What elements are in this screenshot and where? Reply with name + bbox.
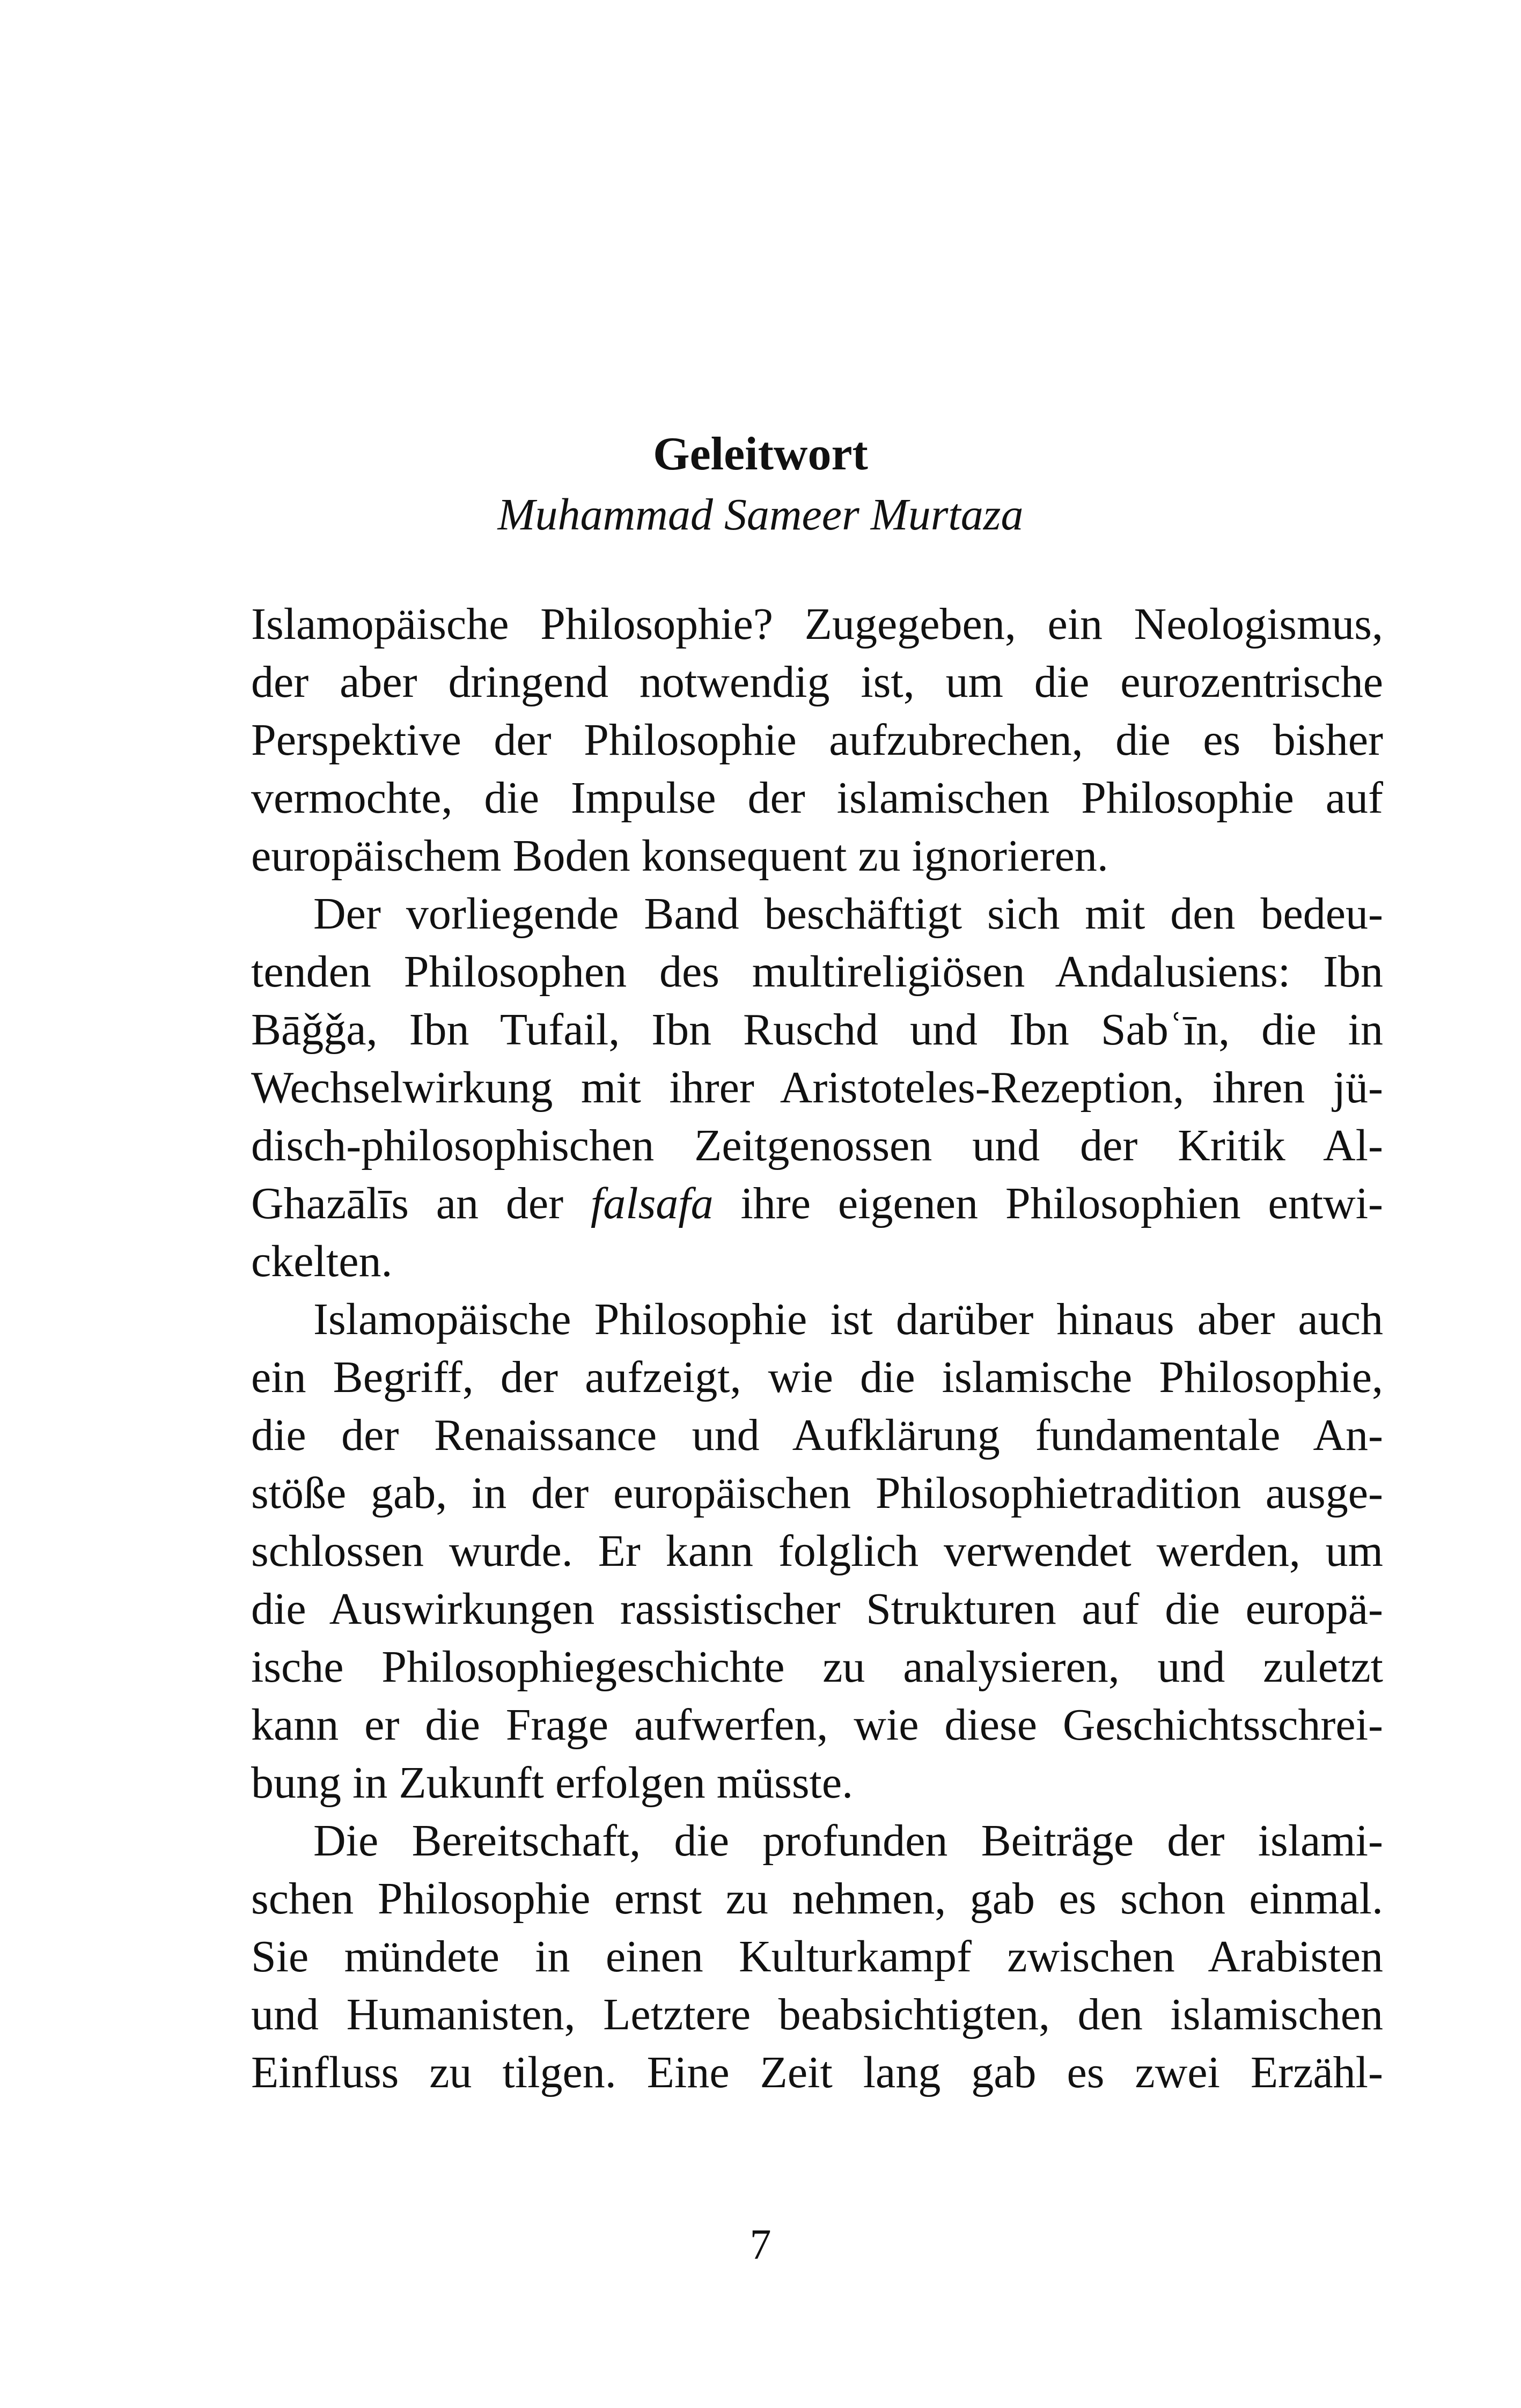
italic-term: falsafa (590, 1179, 714, 1228)
text-line: Perspektive der Philosophie aufzubrechen, die es bisher (251, 715, 1383, 765)
text-line-mixed (251, 1175, 1383, 1233)
text-line: Einfluss zu tilgen. Eine Zeit lang gab es zwei Erzähl- (251, 2048, 1383, 2097)
chapter-title: Geleitwort (653, 428, 868, 480)
text-line: Bāǧǧa, Ibn Tufail, Ibn Ruschd und Ibn Sabʿīn, die in (251, 1005, 1383, 1055)
text-fragment: Ghazālīs an der (251, 1179, 564, 1228)
text-line: ein Begriff, der aufzeigt, wie die islamische Philosophie, (251, 1352, 1383, 1402)
text-fragment: ihre eigenen Philosophien entwi- (740, 1179, 1383, 1228)
text-line: stöße gab, in der europäischen Philosophietradition ausge- (251, 1468, 1383, 1518)
chapter-author: Muhammad Sameer Murtaza (497, 490, 1024, 540)
text-line: Sie mündete in einen Kulturkampf zwischen Arabisten (251, 1932, 1383, 1982)
text-line: der aber dringend notwendig ist, um die eurozentrische (251, 657, 1383, 707)
text-line: kann er die Frage aufwerfen, wie diese Geschichtsschrei- (251, 1700, 1383, 1750)
text-line: Islamopäische Philosophie ist darüber hinaus aber auch (313, 1294, 1383, 1344)
text-line: tenden Philosophen des multireligiösen Andalusiens: Ibn (251, 947, 1383, 997)
text-line: Der vorliegende Band beschäftigt sich mit den bedeu- (313, 889, 1383, 939)
text-line: ckelten. (251, 1236, 393, 1286)
body-text (251, 595, 1383, 2102)
text-line: schen Philosophie ernst zu nehmen, gab es schon einmal. (251, 1874, 1383, 1924)
text-line: die der Renaissance und Aufklärung fundamentale An- (251, 1410, 1383, 1460)
text-line: Wechselwirkung mit ihrer Aristoteles-Rezeption, ihren jü- (251, 1063, 1383, 1113)
text-line: und Humanisten, Letztere beabsichtigten, den islamischen (251, 1990, 1383, 2039)
text-line: bung in Zukunft erfolgen müsste. (251, 1758, 854, 1808)
text-line: disch-philosophischen Zeitgenossen und der Kritik Al- (251, 1121, 1383, 1170)
text-line: die Auswirkungen rassistischer Strukturen auf die europä- (251, 1584, 1383, 1634)
text-line: europäischem Boden konsequent zu ignorieren. (251, 831, 1108, 881)
text-line: schlossen wurde. Er kann folglich verwendet werden, um (251, 1526, 1383, 1576)
text-line: ische Philosophiegeschichte zu analysieren, und zuletzt (251, 1642, 1383, 1692)
text-line: Islamopäische Philosophie? Zugegeben, ein Neologismus, (251, 599, 1383, 649)
page-number: 7 (750, 2221, 771, 2269)
text-line: Die Bereitschaft, die profunden Beiträge der islami- (313, 1816, 1383, 1866)
text-line: vermochte, die Impulse der islamischen Philosophie auf (251, 773, 1383, 823)
